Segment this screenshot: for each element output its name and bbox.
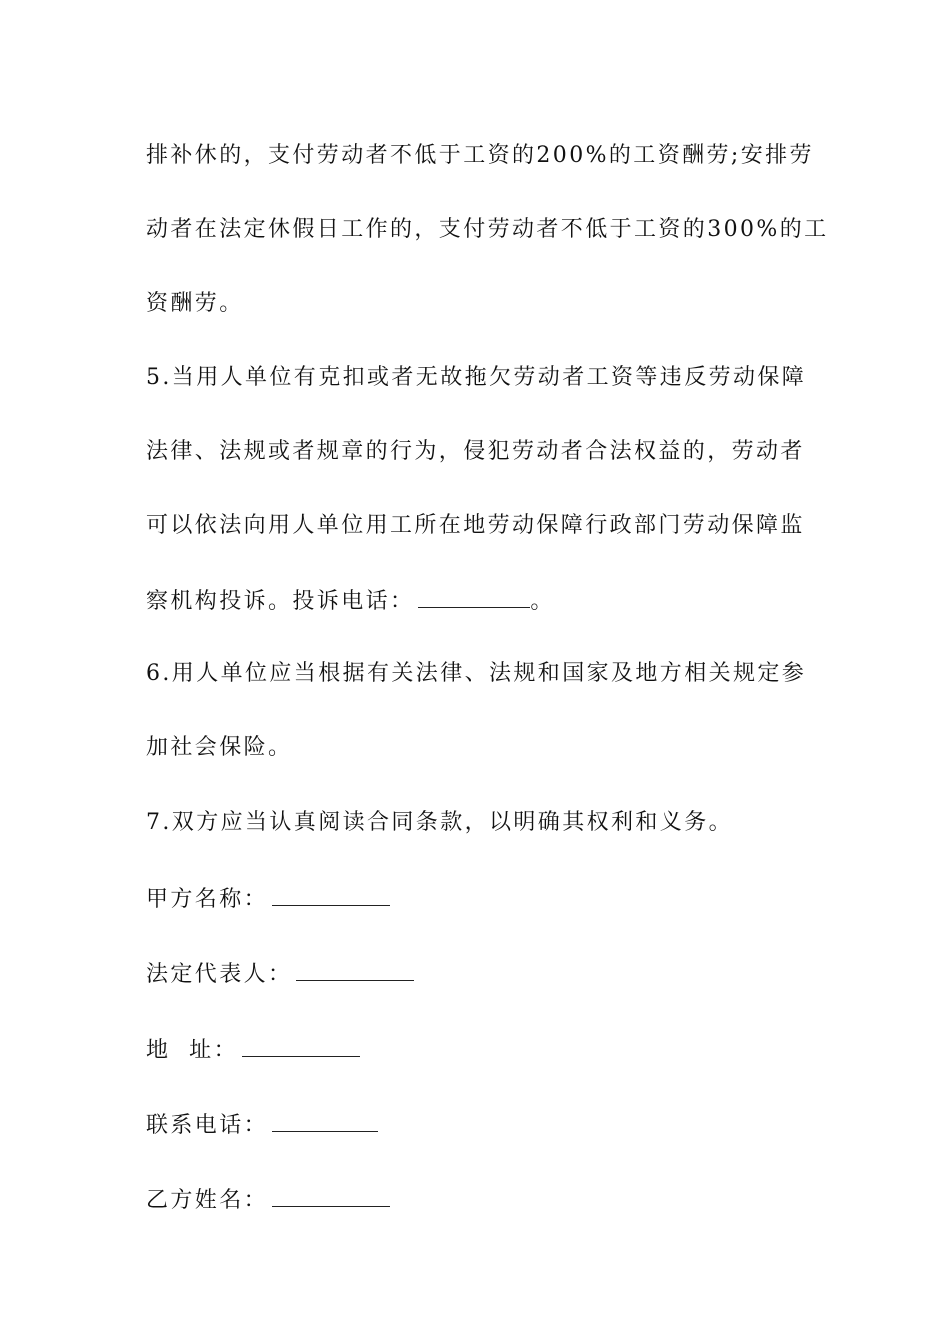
paragraph-line: 动者在法定休假日工作的，支付劳动者不低于工资的300%的工 [146, 217, 829, 242]
legal-rep-field [146, 958, 414, 990]
legal-rep-label: 法定代表人： [146, 962, 293, 987]
party-a-name-blank[interactable] [272, 883, 390, 906]
paragraph-line: 排补休的，支付劳动者不低于工资的200%的工资酬劳;安排劳 [146, 143, 814, 168]
complaint-phone-line [146, 585, 555, 617]
party-a-name-label: 甲方名称： [146, 887, 269, 912]
party-b-name-blank[interactable] [272, 1184, 390, 1207]
party-a-name-field [146, 883, 390, 915]
paragraph-line: 5.当用人单位有克扣或者无故拖欠劳动者工资等违反劳动保障 [146, 365, 807, 390]
paragraph-line: 加社会保险。 [146, 735, 293, 760]
address-field [146, 1034, 360, 1066]
paragraph-line: 可以依法向用人单位用工所在地劳动保障行政部门劳动保障监 [146, 513, 805, 538]
legal-rep-blank[interactable] [296, 958, 414, 981]
paragraph-line: 6.用人单位应当根据有关法律、法规和国家及地方相关规定参 [146, 661, 807, 686]
paragraph-line: 7.双方应当认真阅读合同条款，以明确其权利和义务。 [146, 810, 733, 835]
address-blank[interactable] [242, 1034, 360, 1057]
period-text: 。 [530, 589, 555, 614]
party-b-name-field [146, 1184, 390, 1216]
complaint-phone-label: 察机构投诉。投诉电话： [146, 589, 415, 614]
phone-blank[interactable] [272, 1109, 378, 1132]
phone-field [146, 1109, 378, 1141]
phone-label: 联系电话： [146, 1113, 269, 1138]
paragraph-line: 资酬劳。 [146, 291, 244, 316]
party-b-name-label: 乙方姓名： [146, 1188, 269, 1213]
paragraph-line: 法律、法规或者规章的行为，侵犯劳动者合法权益的，劳动者 [146, 439, 805, 464]
address-label: 地 址： [146, 1038, 238, 1063]
complaint-phone-blank[interactable] [418, 585, 530, 608]
